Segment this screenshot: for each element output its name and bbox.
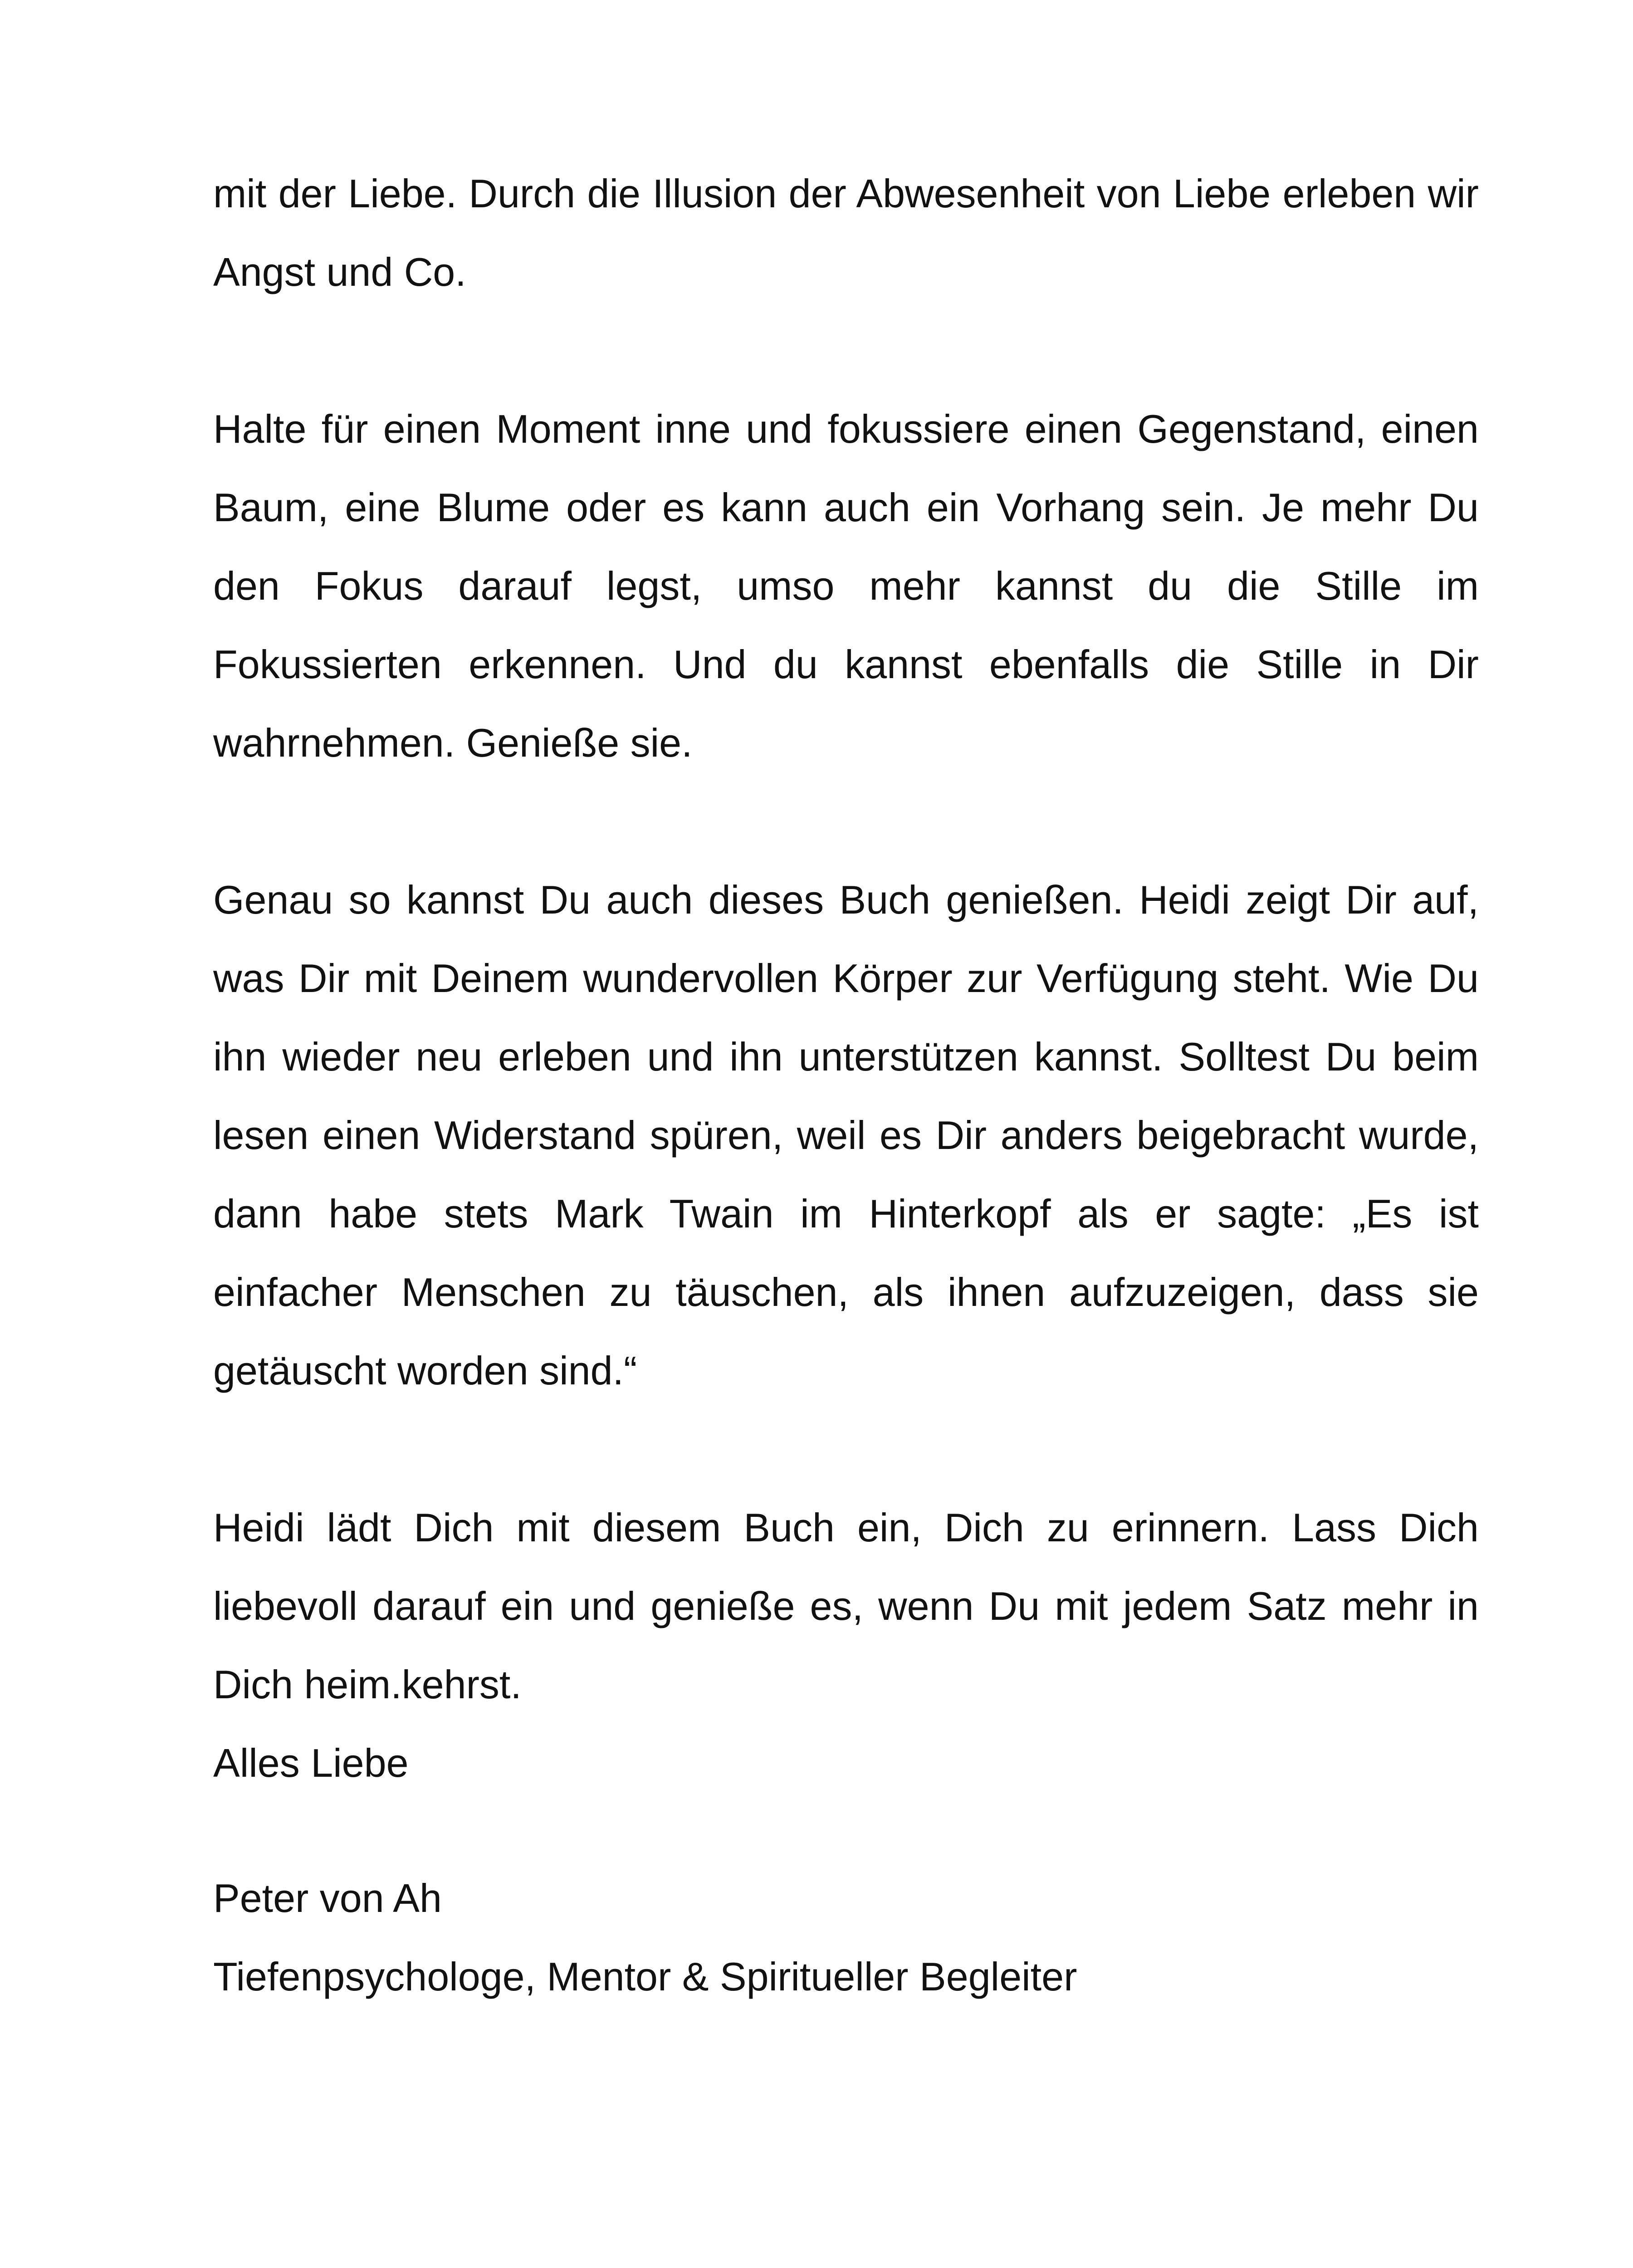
paragraph-3: Genau so kannst Du auch dieses Buch genießen. Heidi zeigt Dir auf, was Dir mit Deinem wundervollen Körper zur Verfügung steht. Wie Du ihn wieder neu erleben und ihn unterstützen kannst. Solltest Du beim lesen einen Widerstand spüren, weil es Dir anders beigebracht wurde, dann habe stets Mark Twain im Hinterkopf als er sagte: „Es ist einfacher Menschen zu täuschen, als ihnen aufzuzeigen, dass sie getäuscht worden sind.“ [213,877,1479,1393]
signature-name: Peter von Ah [213,1876,442,1921]
paragraph-2: Halte für einen Moment inne und fokussiere einen Gegenstand, einen Baum, eine Blume oder es kann auch ein Vorhang sein. Je mehr Du den Fokus darauf legst, umso mehr kannst du die Stille im Fokussierten erkennen. Und du kannst ebenfalls die Stille in Dir wahrnehmen. Genieße sie. [213,406,1479,765]
closing-greeting: Alles Liebe [213,1740,409,1785]
signature-title: Tiefenpsychologe, Mentor & Spiritueller Begleiter [213,1954,1077,1999]
paragraph-1: mit der Liebe. Durch die Illusion der Abwesenheit von Liebe erleben wir Angst und Co. [213,171,1479,294]
paragraph-4: Heidi lädt Dich mit diesem Buch ein, Dich zu erinnern. Lass Dich liebevoll darauf ein und genieße es, wenn Du mit jedem Satz mehr in Dich heim.kehrst. [213,1505,1479,1707]
body-text [213,154,1479,2016]
